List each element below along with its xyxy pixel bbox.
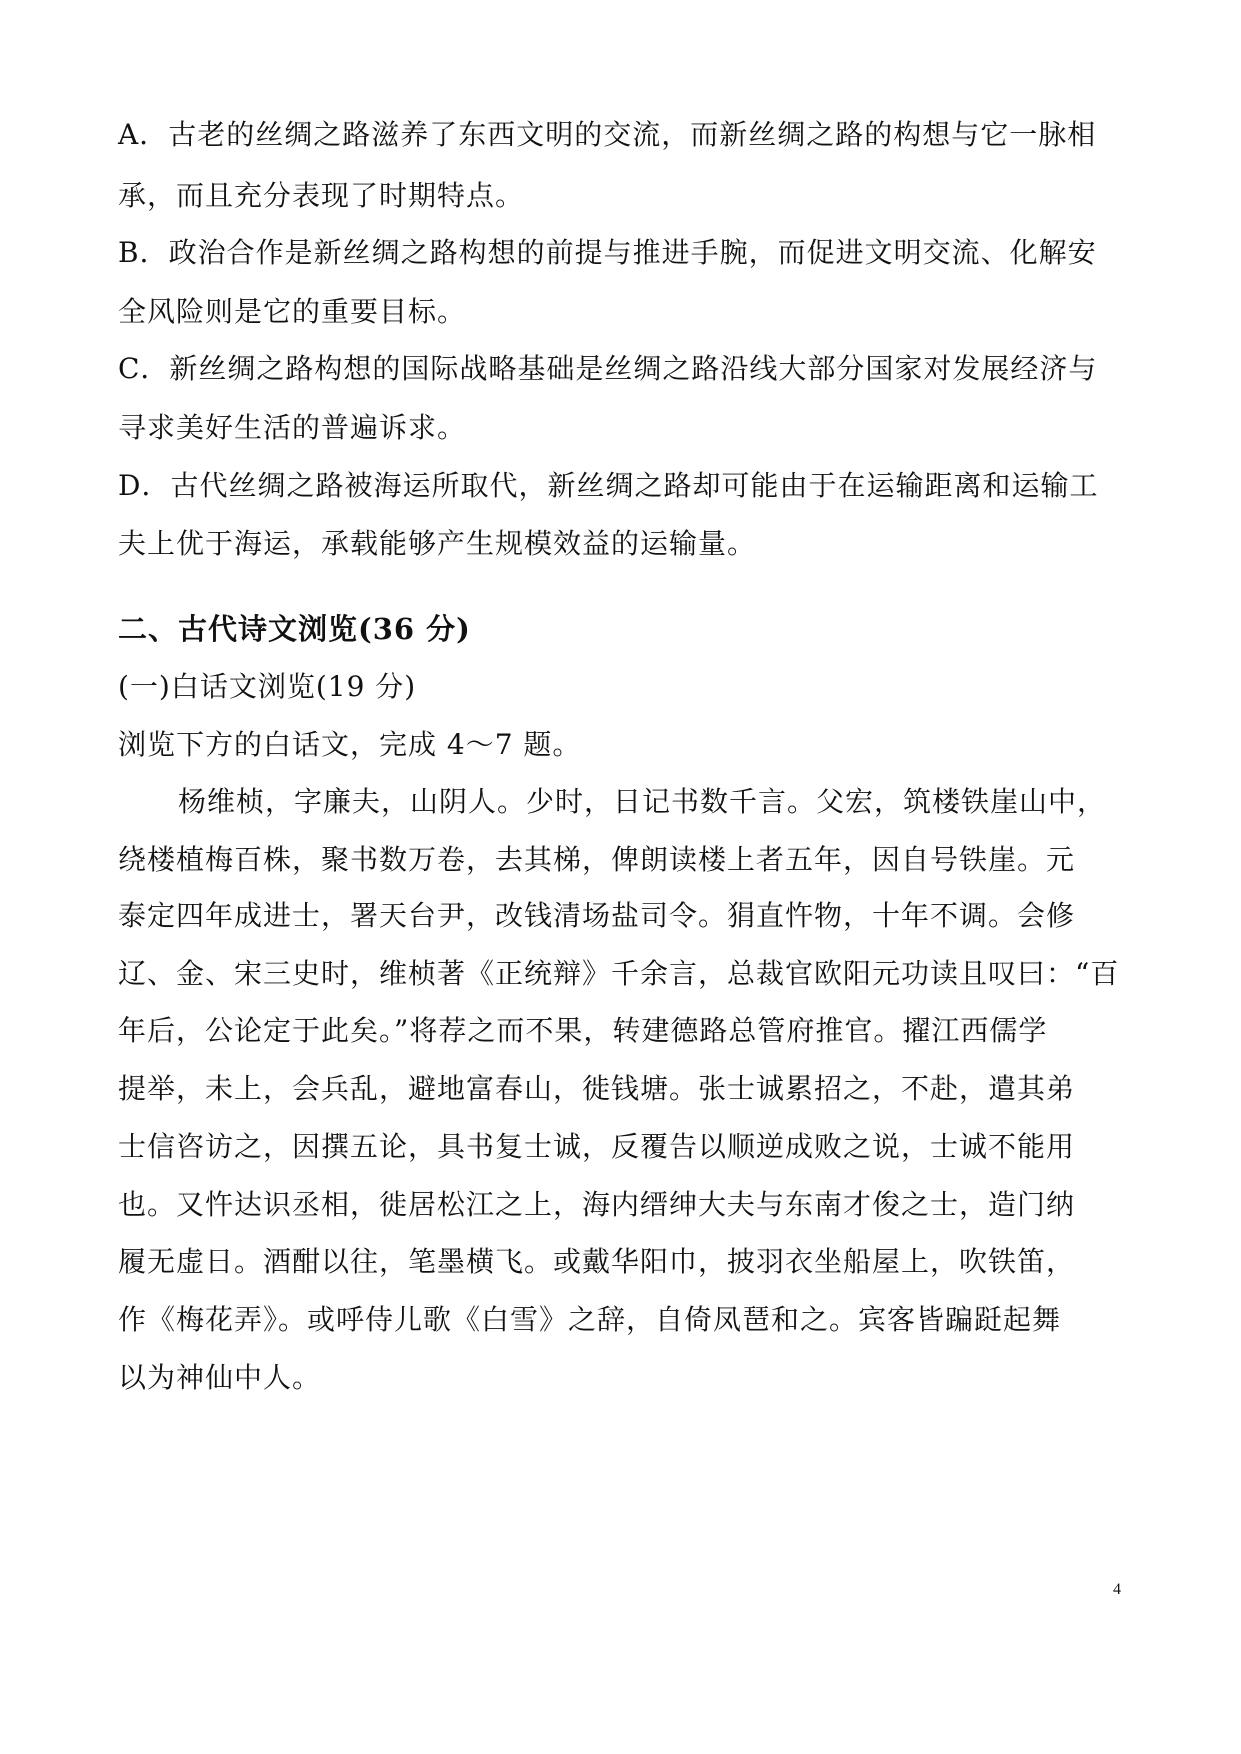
option-c-line-1: C．新丝绸之路构想的国际战略基础是丝绸之路沿线大部分国家对发展经济与 [118, 352, 1098, 385]
passage-line: 杨维桢，字廉夫，山阴人。少时，日记书数千言。父宏，筑楼铁崖山中， [178, 785, 1107, 818]
option-b-line-2: 全风险则是它的重要目标。 [118, 295, 467, 328]
reading-instruction: 浏览下方的白话文，完成 4～7 题。 [118, 728, 582, 761]
page-number: 4 [1113, 1581, 1121, 1598]
option-d-line-1: D．古代丝绸之路被海运所取代，新丝绸之路却可能由于在运输距离和运输工 [118, 469, 1099, 502]
option-a-line-1: A．古老的丝绸之路滋养了东西文明的交流，而新丝绸之路的构想与它一脉相 [118, 118, 1097, 151]
passage-line: 提举，未上，会兵乱，避地富春山，徙钱塘。张士诚累招之，不赴，遣其弟 [118, 1072, 1076, 1105]
passage-line: 也。又忤达识丞相，徙居松江之上，海内缙绅大夫与东南才俊之士，造门纳 [118, 1188, 1076, 1221]
option-a-line-2: 承，而且充分表现了时期特点。 [118, 179, 525, 212]
passage-line: 辽、金、宋三史时，维桢著《正统辩》千余言，总裁官欧阳元功读且叹曰：“百 [118, 957, 1120, 990]
passage-line: 泰定四年成进士，署天台尹，改钱清场盐司令。狷直忤物，十年不调。会修 [118, 899, 1076, 932]
passage-line: 年后，公论定于此矣。”将荐之而不果，转建德路总管府推官。擢江西儒学 [118, 1014, 1048, 1047]
passage-line: 以为神仙中人。 [118, 1361, 322, 1394]
section-title: 二、古代诗文浏览(36 分) [118, 612, 471, 646]
passage-line: 履无虚日。酒酣以往，笔墨横飞。或戴华阳巾，披羽衣坐船屋上，吹铁笛， [118, 1245, 1076, 1278]
option-c-line-2: 寻求美好生活的普遍诉求。 [118, 411, 467, 444]
option-b-line-1: B．政治合作是新丝绸之路构想的前提与推进手腕，而促进文明交流、化解安 [118, 236, 1097, 269]
passage-line: 绕楼植梅百株，聚书数万卷，去其梯，俾朗读楼上者五年，因自号铁崖。元 [118, 843, 1076, 876]
option-d-line-2: 夫上优于海运，承载能够产生规模效益的运输量。 [118, 527, 757, 560]
passage-line: 作《梅花弄》。或呼侍儿歌《白雪》之辞，自倚凤琶和之。宾客皆蹁跹起舞 [118, 1303, 1062, 1336]
passage-line: 士信咨访之，因撰五论，具书复士诚，反覆告以顺逆成败之说，士诚不能用 [118, 1130, 1076, 1163]
subsection-title: (一)白话文浏览(19 分) [118, 670, 417, 703]
